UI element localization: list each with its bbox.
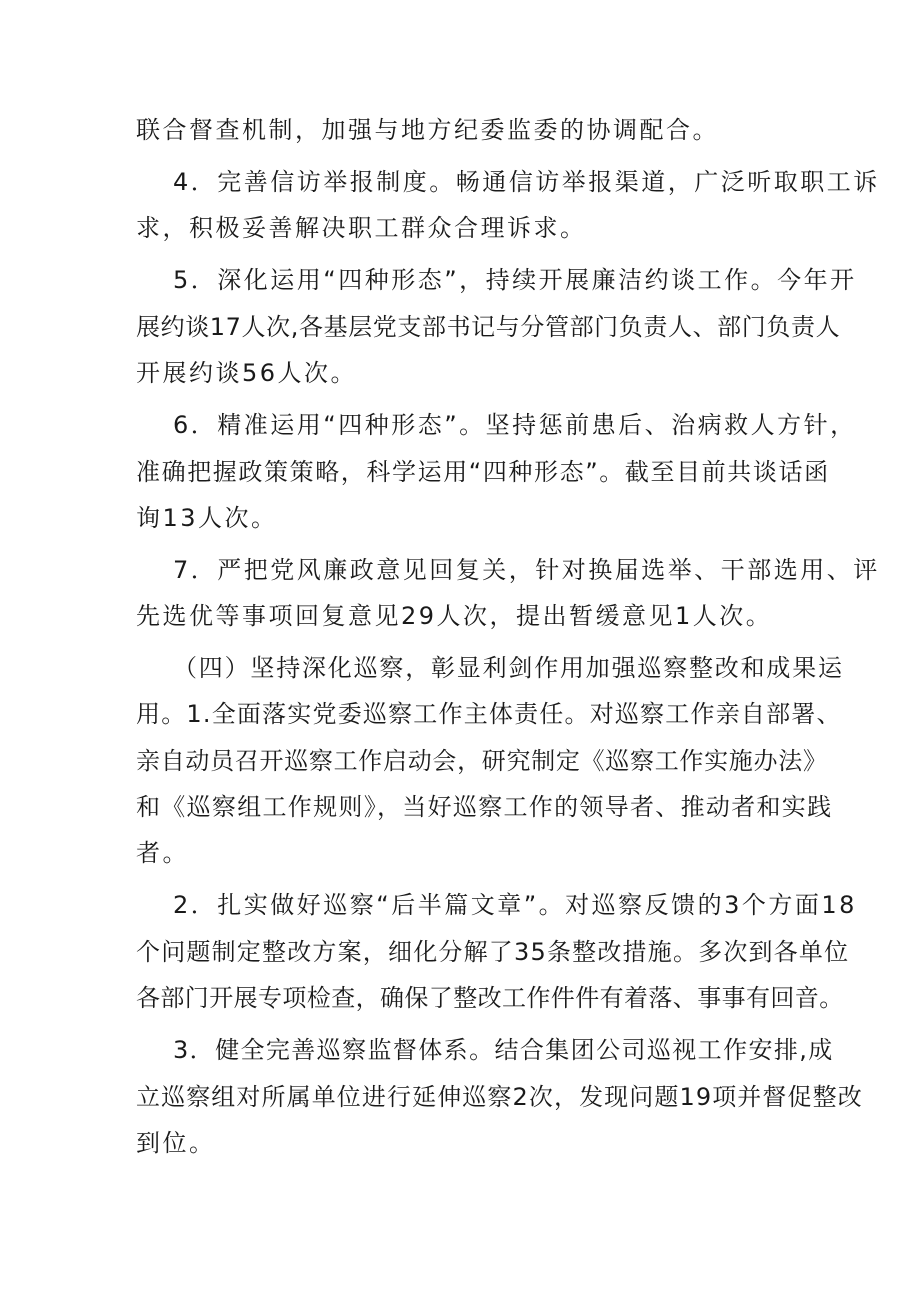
- text-line: 开展约谈56人次。: [136, 359, 358, 387]
- text-line: 到位。: [136, 1129, 216, 1157]
- text-line: 展约谈17人次,各基层党支部书记与分管部门负责人、部门负责人: [136, 313, 841, 341]
- text-line: 7．严把党风廉政意见回复关，针对换届选举、干部选用、评: [173, 556, 880, 584]
- text-line: 2．扎实做好巡察“后半篇文章”。对巡察反馈的3个方面18: [173, 891, 857, 919]
- text-line: （四）坚持深化巡察，彰显利剑作用加强巡察整改和成果运: [173, 654, 844, 682]
- text-line: 3．健全完善巡察监督体系。结合集团公司巡视工作安排,成: [173, 1036, 834, 1064]
- text-line: 者。: [136, 839, 189, 867]
- text-line: 5．深化运用“四种形态”，持续开展廉洁约谈工作。今年开: [173, 266, 857, 294]
- text-line: 6．精准运用“四种形态”。坚持惩前患后、治病救人方针，: [173, 411, 857, 439]
- text-line: 准确把握政策策略，科学运用“四种形态”。截至目前共谈话函: [136, 458, 830, 486]
- text-line: 各部门开展专项检查，确保了整改工作件件有着落、事事有回音。: [136, 984, 844, 1012]
- text-line: 4．完善信访举报制度。畅通信访举报渠道，广泛听取职工诉: [173, 168, 880, 196]
- text-line: 联合督查机制，加强与地方纪委监委的协调配合。: [136, 116, 719, 144]
- text-line: 求，积极妥善解决职工群众合理诉求。: [136, 214, 587, 242]
- text-line: 和《巡察组工作规则》，当好巡察工作的领导者、推动者和实践: [136, 793, 833, 821]
- text-line: 先选优等事项回复意见29人次，提出暂缓意见1人次。: [136, 602, 773, 630]
- text-line: 立巡察组对所属单位进行延伸巡察2次，发现问题19项并督促整改: [136, 1083, 863, 1111]
- text-line: 用。1.全面落实党委巡察工作主体责任。对巡察工作亲自部署、: [136, 700, 842, 728]
- text-line: 询13人次。: [136, 504, 278, 532]
- text-line: 亲自动员召开巡察工作启动会，研究制定《巡察工作实施办法》: [136, 747, 828, 775]
- text-line: 个问题制定整改方案，细化分解了35条整改措施。多次到各单位: [136, 938, 850, 966]
